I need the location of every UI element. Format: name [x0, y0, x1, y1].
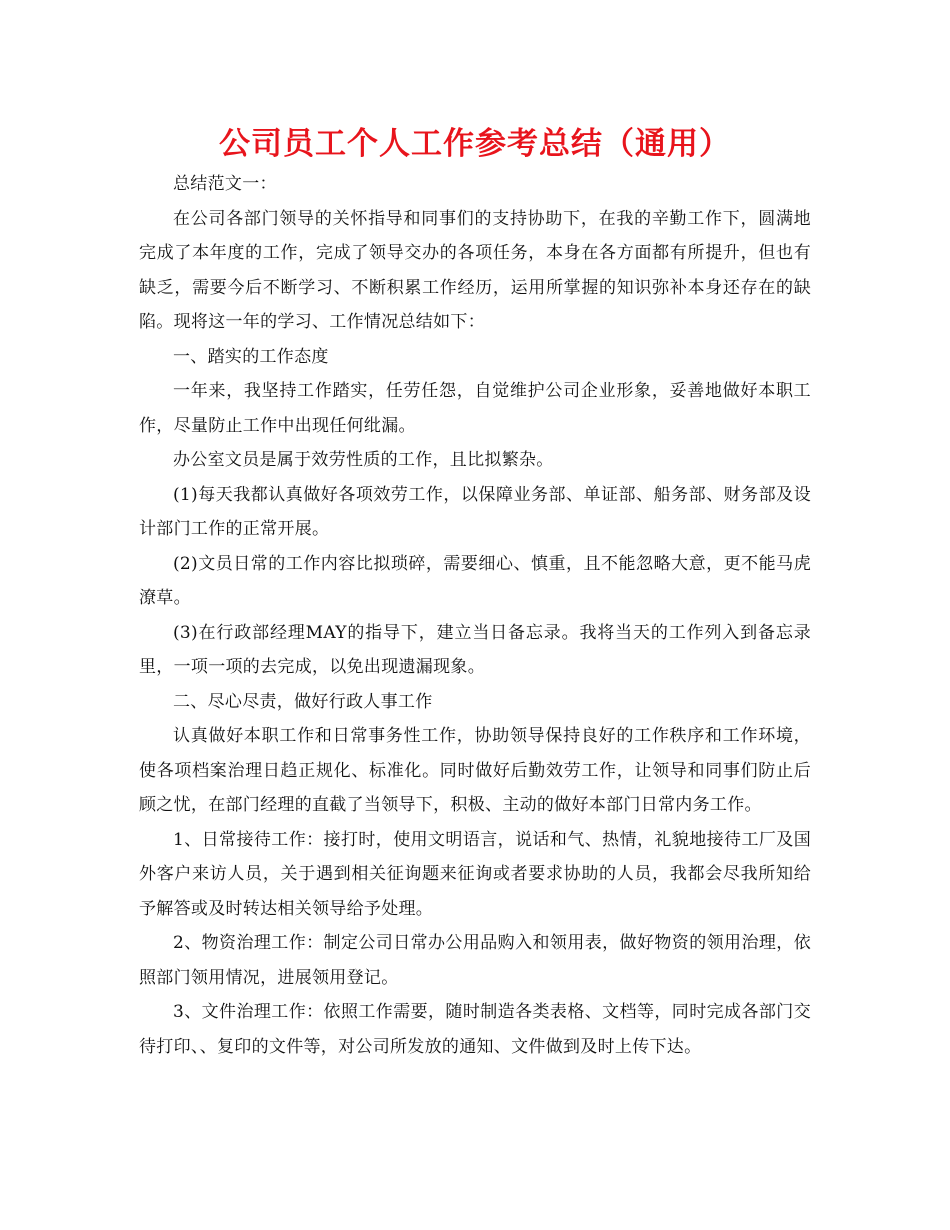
document-body	[139, 167, 811, 1064]
section-heading-two: 二、尽心尽责，做好行政人事工作	[173, 691, 433, 712]
paragraph-heading-sample-one: 总结范文一：	[173, 174, 277, 194]
list-item: (2)文员日常的工作内容比拟琐碎，需要细心、慎重，且不能忽略大意，更不能马虎潦草。	[139, 553, 811, 608]
paragraph: 办公室文员是属于效劳性质的工作，且比拟繁杂。	[173, 450, 554, 470]
paragraph: 一年来，我坚持工作踏实，任劳任怨，自觉维护公司企业形象，妥善地做好本职工作，尽量防止工作中出现任何纰漏。	[139, 381, 811, 436]
list-item: (1)每天我都认真做好各项效劳工作，以保障业务部、单证部、船务部、财务部及设计部门工作的正常开展。	[139, 484, 811, 539]
list-item: 1、日常接待工作：接打时，使用文明语言，说话和气、热情，礼貌地接待工厂及国外客户来访人员，关于遇到相关征询题来征询或者要求协助的人员，我都会尽我所知给予解答或及时转达相关领导给予处理。	[139, 829, 811, 919]
list-item: 3、文件治理工作：依照工作需要，随时制造各类表格、文档等，同时完成各部门交待打印、、复印的文件等，对公司所发放的通知、文件做到及时上传下达。	[139, 1002, 811, 1057]
paragraph: 认真做好本职工作和日常事务性工作，协助领导保持良好的工作秩序和工作环境，使各项档案治理日趋正规化、标准化。同时做好后勤效劳工作，让领导和同事们防止后顾之忧，在部门经理的直截了当领导下，积极、主动的做好本部门日常内务工作。	[139, 726, 811, 815]
list-item: (3)在行政部经理MAY的指导下，建立当日备忘录。我将当天的工作列入到备忘录里，一项一项的去完成，以免出现遗漏现象。	[139, 622, 811, 677]
paragraph-intro: 在公司各部门领导的关怀指导和同事们的支持协助下，在我的辛勤工作下，圆满地完成了本年度的工作，完成了领导交办的各项任务，本身在各方面都有所提升，但也有缺乏，需要今后不断学习、不断积累工作经历，运用所掌握的知识弥补本身还存在的缺陷。现将这一年的学习、工作情况总结如下：	[139, 208, 811, 332]
list-item: 2、物资治理工作：制定公司日常办公用品购入和领用表，做好物资的领用治理，依照部门领用情况，进展领用登记。	[139, 933, 811, 988]
section-heading-one: 一、踏实的工作态度	[173, 346, 329, 367]
document-title: 公司员工个人工作参考总结（通用）	[219, 126, 731, 162]
